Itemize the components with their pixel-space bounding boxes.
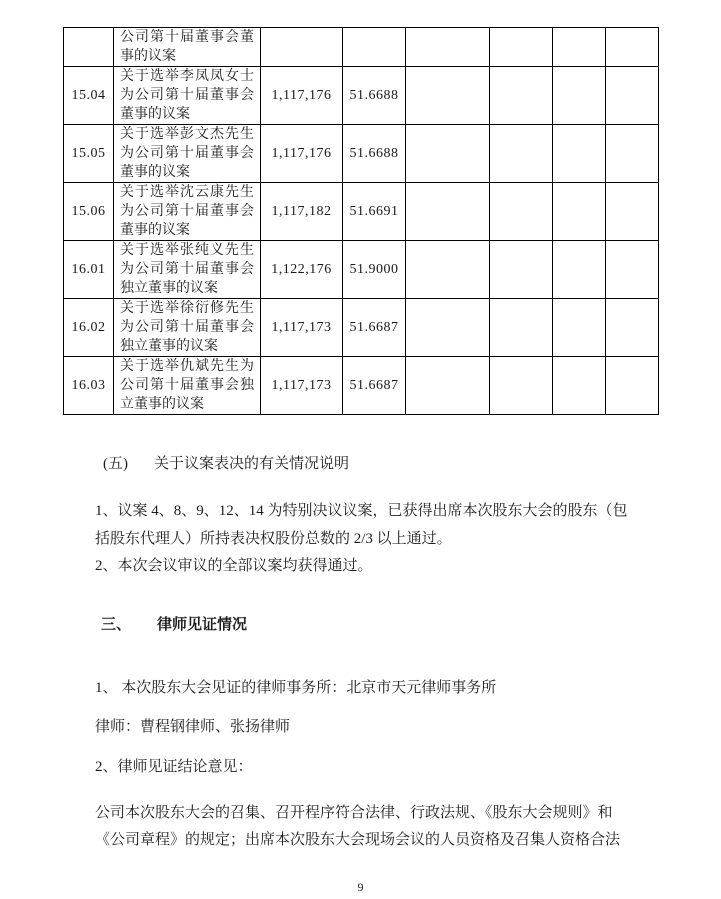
votes-cell: 1,122,176 [261, 241, 343, 299]
empty-cell [490, 299, 553, 357]
empty-cell [406, 241, 490, 299]
empty-cell [606, 299, 659, 357]
empty-cell [406, 183, 490, 241]
paragraph-line: 2、本次会议审议的全部议案均获得通过。 [95, 558, 373, 574]
proposal-title-cell: 公司第十届董事会董事的议案 [114, 28, 261, 67]
empty-cell [553, 299, 606, 357]
empty-cell [406, 357, 490, 415]
empty-cell [606, 183, 659, 241]
empty-cell [553, 67, 606, 125]
empty-cell [406, 299, 490, 357]
table-row [64, 299, 659, 357]
table-row [64, 357, 659, 415]
section-3-title: 律师见证情况 [157, 617, 248, 633]
percentage-cell [343, 28, 406, 67]
percentage-cell: 51.9000 [343, 241, 406, 299]
table-row [64, 28, 659, 67]
paragraph-line: 括股东代理人）所持表决权股份总数的 2/3 以上通过。 [95, 531, 452, 547]
section-5-heading [103, 452, 349, 473]
percentage-cell: 51.6687 [343, 357, 406, 415]
votes-cell: 1,117,173 [261, 299, 343, 357]
proposal-number-cell: 16.02 [64, 299, 114, 357]
votes-cell [261, 28, 343, 67]
empty-cell [606, 125, 659, 183]
table-row [64, 241, 659, 299]
voting-results-table [63, 27, 659, 415]
table-row [64, 67, 659, 125]
proposal-title-cell: 关于选举张纯义先生为公司第十届董事会独立董事的议案 [114, 241, 261, 299]
empty-cell [606, 28, 659, 67]
empty-cell [553, 28, 606, 67]
proposal-title-cell: 关于选举李凤凤女士为公司第十届董事会董事的议案 [114, 67, 261, 125]
empty-cell [606, 357, 659, 415]
page-number: 9 [357, 880, 364, 894]
empty-cell [490, 183, 553, 241]
proposal-number-cell [64, 28, 114, 67]
voting-results-table-body [64, 28, 659, 415]
proposal-title-cell: 关于选举彭文杰先生为公司第十届董事会董事的议案 [114, 125, 261, 183]
proposal-number-cell: 15.06 [64, 183, 114, 241]
proposal-number-cell: 16.01 [64, 241, 114, 299]
proposal-title-cell: 关于选举仇斌先生为公司第十届董事会独立董事的议案 [114, 357, 261, 415]
empty-cell [553, 183, 606, 241]
table-row [64, 183, 659, 241]
empty-cell [406, 67, 490, 125]
proposal-title-cell: 关于选举沈云康先生为公司第十届董事会董事的议案 [114, 183, 261, 241]
empty-cell [606, 67, 659, 125]
section-5-title: 关于议案表决的有关情况说明 [154, 456, 350, 472]
empty-cell [490, 28, 553, 67]
votes-cell: 1,117,176 [261, 125, 343, 183]
section-3-label: 三、 [101, 617, 132, 633]
votes-cell: 1,117,176 [261, 67, 343, 125]
proposal-number-cell: 15.04 [64, 67, 114, 125]
percentage-cell: 51.6688 [343, 125, 406, 183]
paragraph-line: 公司本次股东大会的召集、召开程序符合法律、行政法规、《股东大会规则》和 [95, 805, 613, 821]
empty-cell [553, 125, 606, 183]
empty-cell [606, 241, 659, 299]
paragraph-line: 《公司章程》的规定；出席本次股东大会现场会议的人员资格及召集人资格合法 [95, 832, 621, 848]
empty-cell [553, 241, 606, 299]
empty-cell [406, 125, 490, 183]
empty-cell [553, 357, 606, 415]
percentage-cell: 51.6687 [343, 299, 406, 357]
proposal-number-cell: 15.05 [64, 125, 114, 183]
paragraph-line: 律师：曹程钢律师、张扬律师 [95, 719, 291, 735]
section-3-heading [101, 613, 247, 634]
empty-cell [490, 241, 553, 299]
table-row [64, 125, 659, 183]
section-5-label: (五) [103, 456, 128, 472]
paragraph-line: 1、议案 4、8、9、12、14 为特别决议议案，已获得出席本次股东大会的股东（包 [95, 503, 628, 519]
percentage-cell: 51.6688 [343, 67, 406, 125]
paragraph-line: 1、 本次股东大会见证的律师事务所：北京市天元律师事务所 [95, 680, 497, 696]
proposal-title-cell: 关于选举徐衍修先生为公司第十届董事会独立董事的议案 [114, 299, 261, 357]
proposal-number-cell: 16.03 [64, 357, 114, 415]
empty-cell [490, 67, 553, 125]
votes-cell: 1,117,182 [261, 183, 343, 241]
empty-cell [490, 125, 553, 183]
empty-cell [490, 357, 553, 415]
votes-cell: 1,117,173 [261, 357, 343, 415]
empty-cell [406, 28, 490, 67]
paragraph-line: 2、律师见证结论意见： [95, 759, 253, 775]
percentage-cell: 51.6691 [343, 183, 406, 241]
